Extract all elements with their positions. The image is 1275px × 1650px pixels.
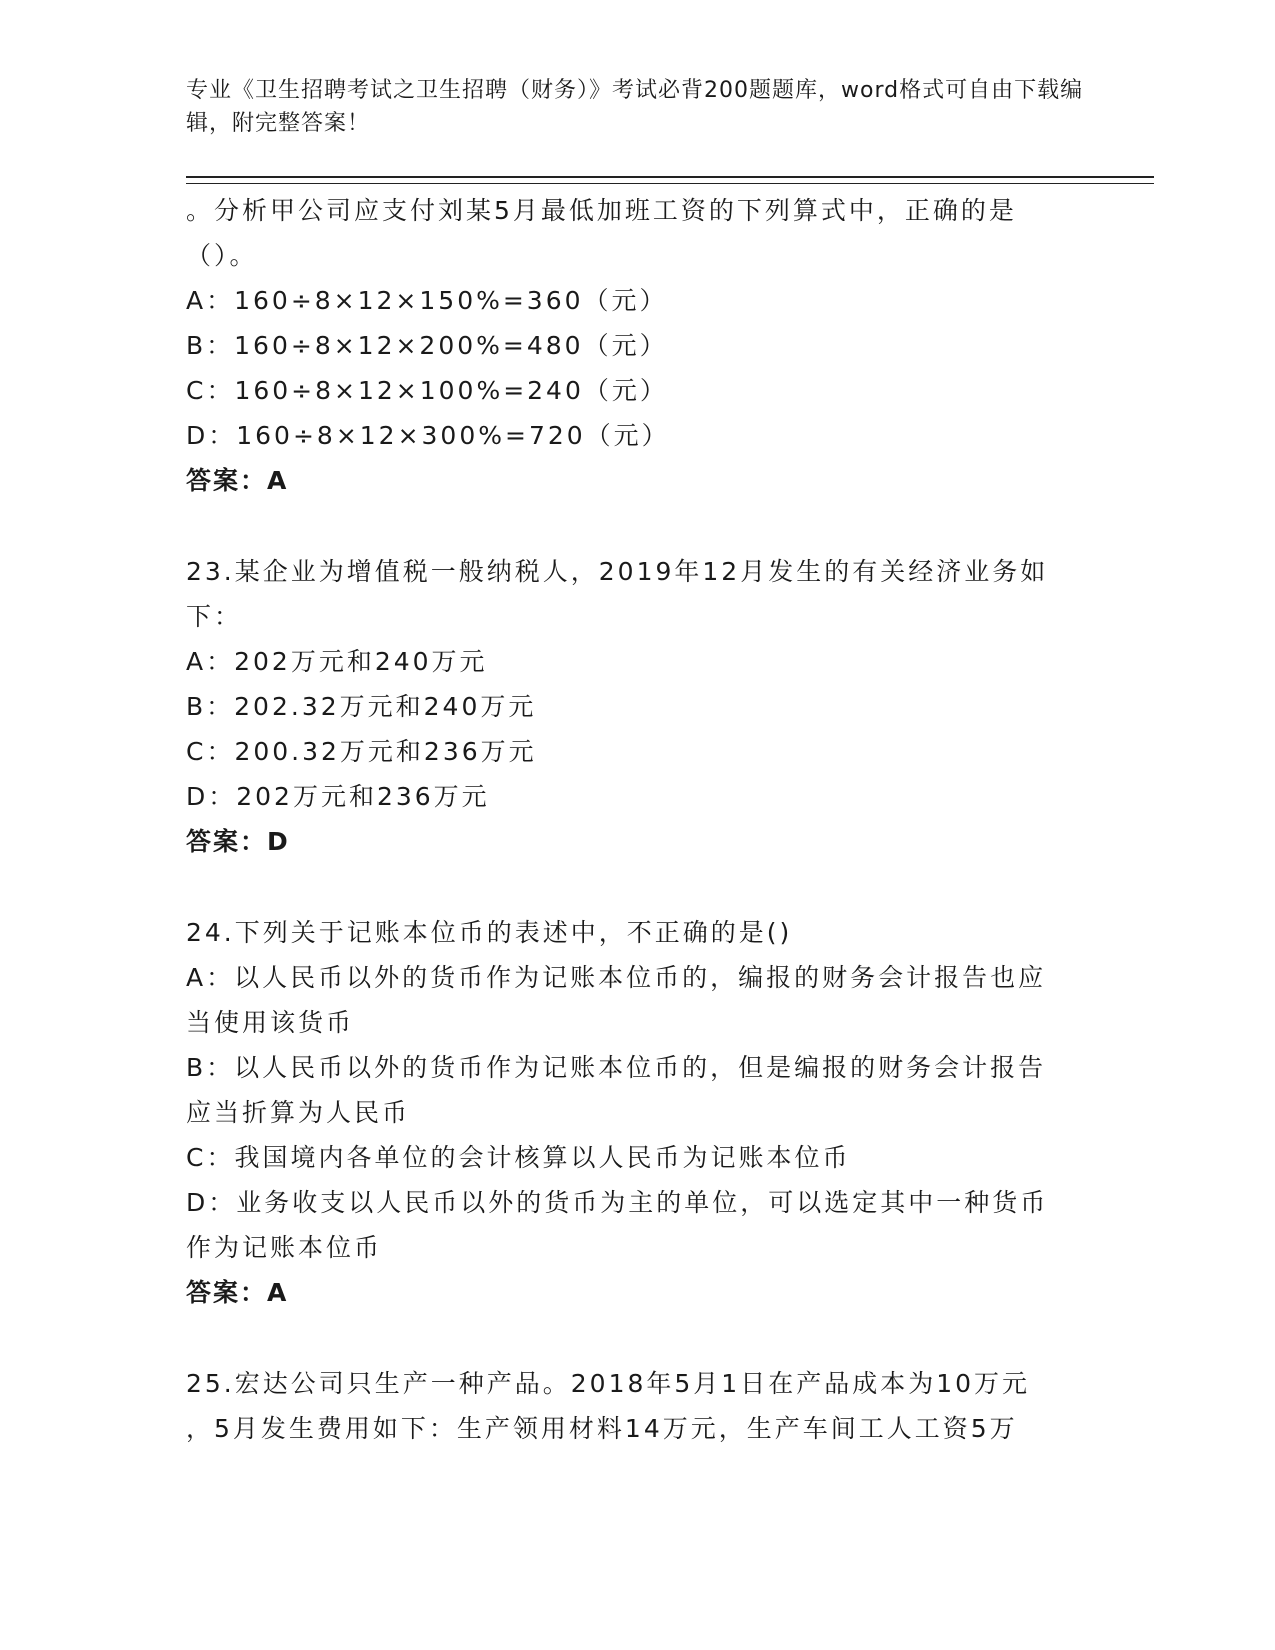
header-text: 专业《卫生招聘考试之卫生招聘（财务）》考试必背200题题库，word格式可自由下载编辑，附完整答案！ [186,78,1084,136]
question-24 [186,910,1086,1315]
option-a: A：160÷8×12×150%=360（元） [186,286,668,315]
option-a-continued: 当使用该货币 [186,1008,355,1037]
option-c: C：160÷8×12×100%=240（元） [186,376,668,405]
question-stem-line: ，5月发生费用如下：生产领用材料14万元，生产车间工人工资5万 [186,1414,1018,1443]
answer-text: 答案：A [186,1278,289,1307]
question-stem-line: 下： [186,602,243,631]
header-divider [186,176,1154,184]
option-a: A：202万元和240万元 [186,647,488,676]
option-c: C：200.32万元和236万元 [186,737,537,766]
option-b-continued: 应当折算为人民币 [186,1098,411,1127]
answer-text: 答案：D [186,827,290,856]
option-b: B：202.32万元和240万元 [186,692,537,721]
question-22 [186,188,1086,503]
option-b: B：160÷8×12×200%=480（元） [186,331,668,360]
option-d: D：202万元和236万元 [186,782,490,811]
document-body [186,188,1086,1451]
option-c: C：我国境内各单位的会计核算以人民币为记账本位币 [186,1143,851,1172]
question-25 [186,1361,1086,1451]
question-stem-line: （）。 [186,241,258,270]
question-23 [186,549,1086,864]
question-stem-line: 。分析甲公司应支付刘某5月最低加班工资的下列算式中，正确的是 [186,196,1017,225]
question-stem-line: 24.下列关于记账本位币的表述中，不正确的是() [186,918,793,947]
answer-text: 答案：A [186,466,289,495]
option-d-continued: 作为记账本位币 [186,1233,383,1262]
option-b: B：以人民币以外的货币作为记账本位币的，但是编报的财务会计报告 [186,1053,1047,1082]
document-header [186,74,1086,140]
question-stem-line: 25.宏达公司只生产一种产品。2018年5月1日在产品成本为10万元 [186,1369,1031,1398]
question-stem-line: 23.某企业为增值税一般纳税人，2019年12月发生的有关经济业务如 [186,557,1049,586]
option-d: D：业务收支以人民币以外的货币为主的单位，可以选定其中一种货币 [186,1188,1049,1217]
option-a: A：以人民币以外的货币作为记账本位币的，编报的财务会计报告也应 [186,963,1047,992]
option-d: D：160÷8×12×300%=720（元） [186,421,670,450]
